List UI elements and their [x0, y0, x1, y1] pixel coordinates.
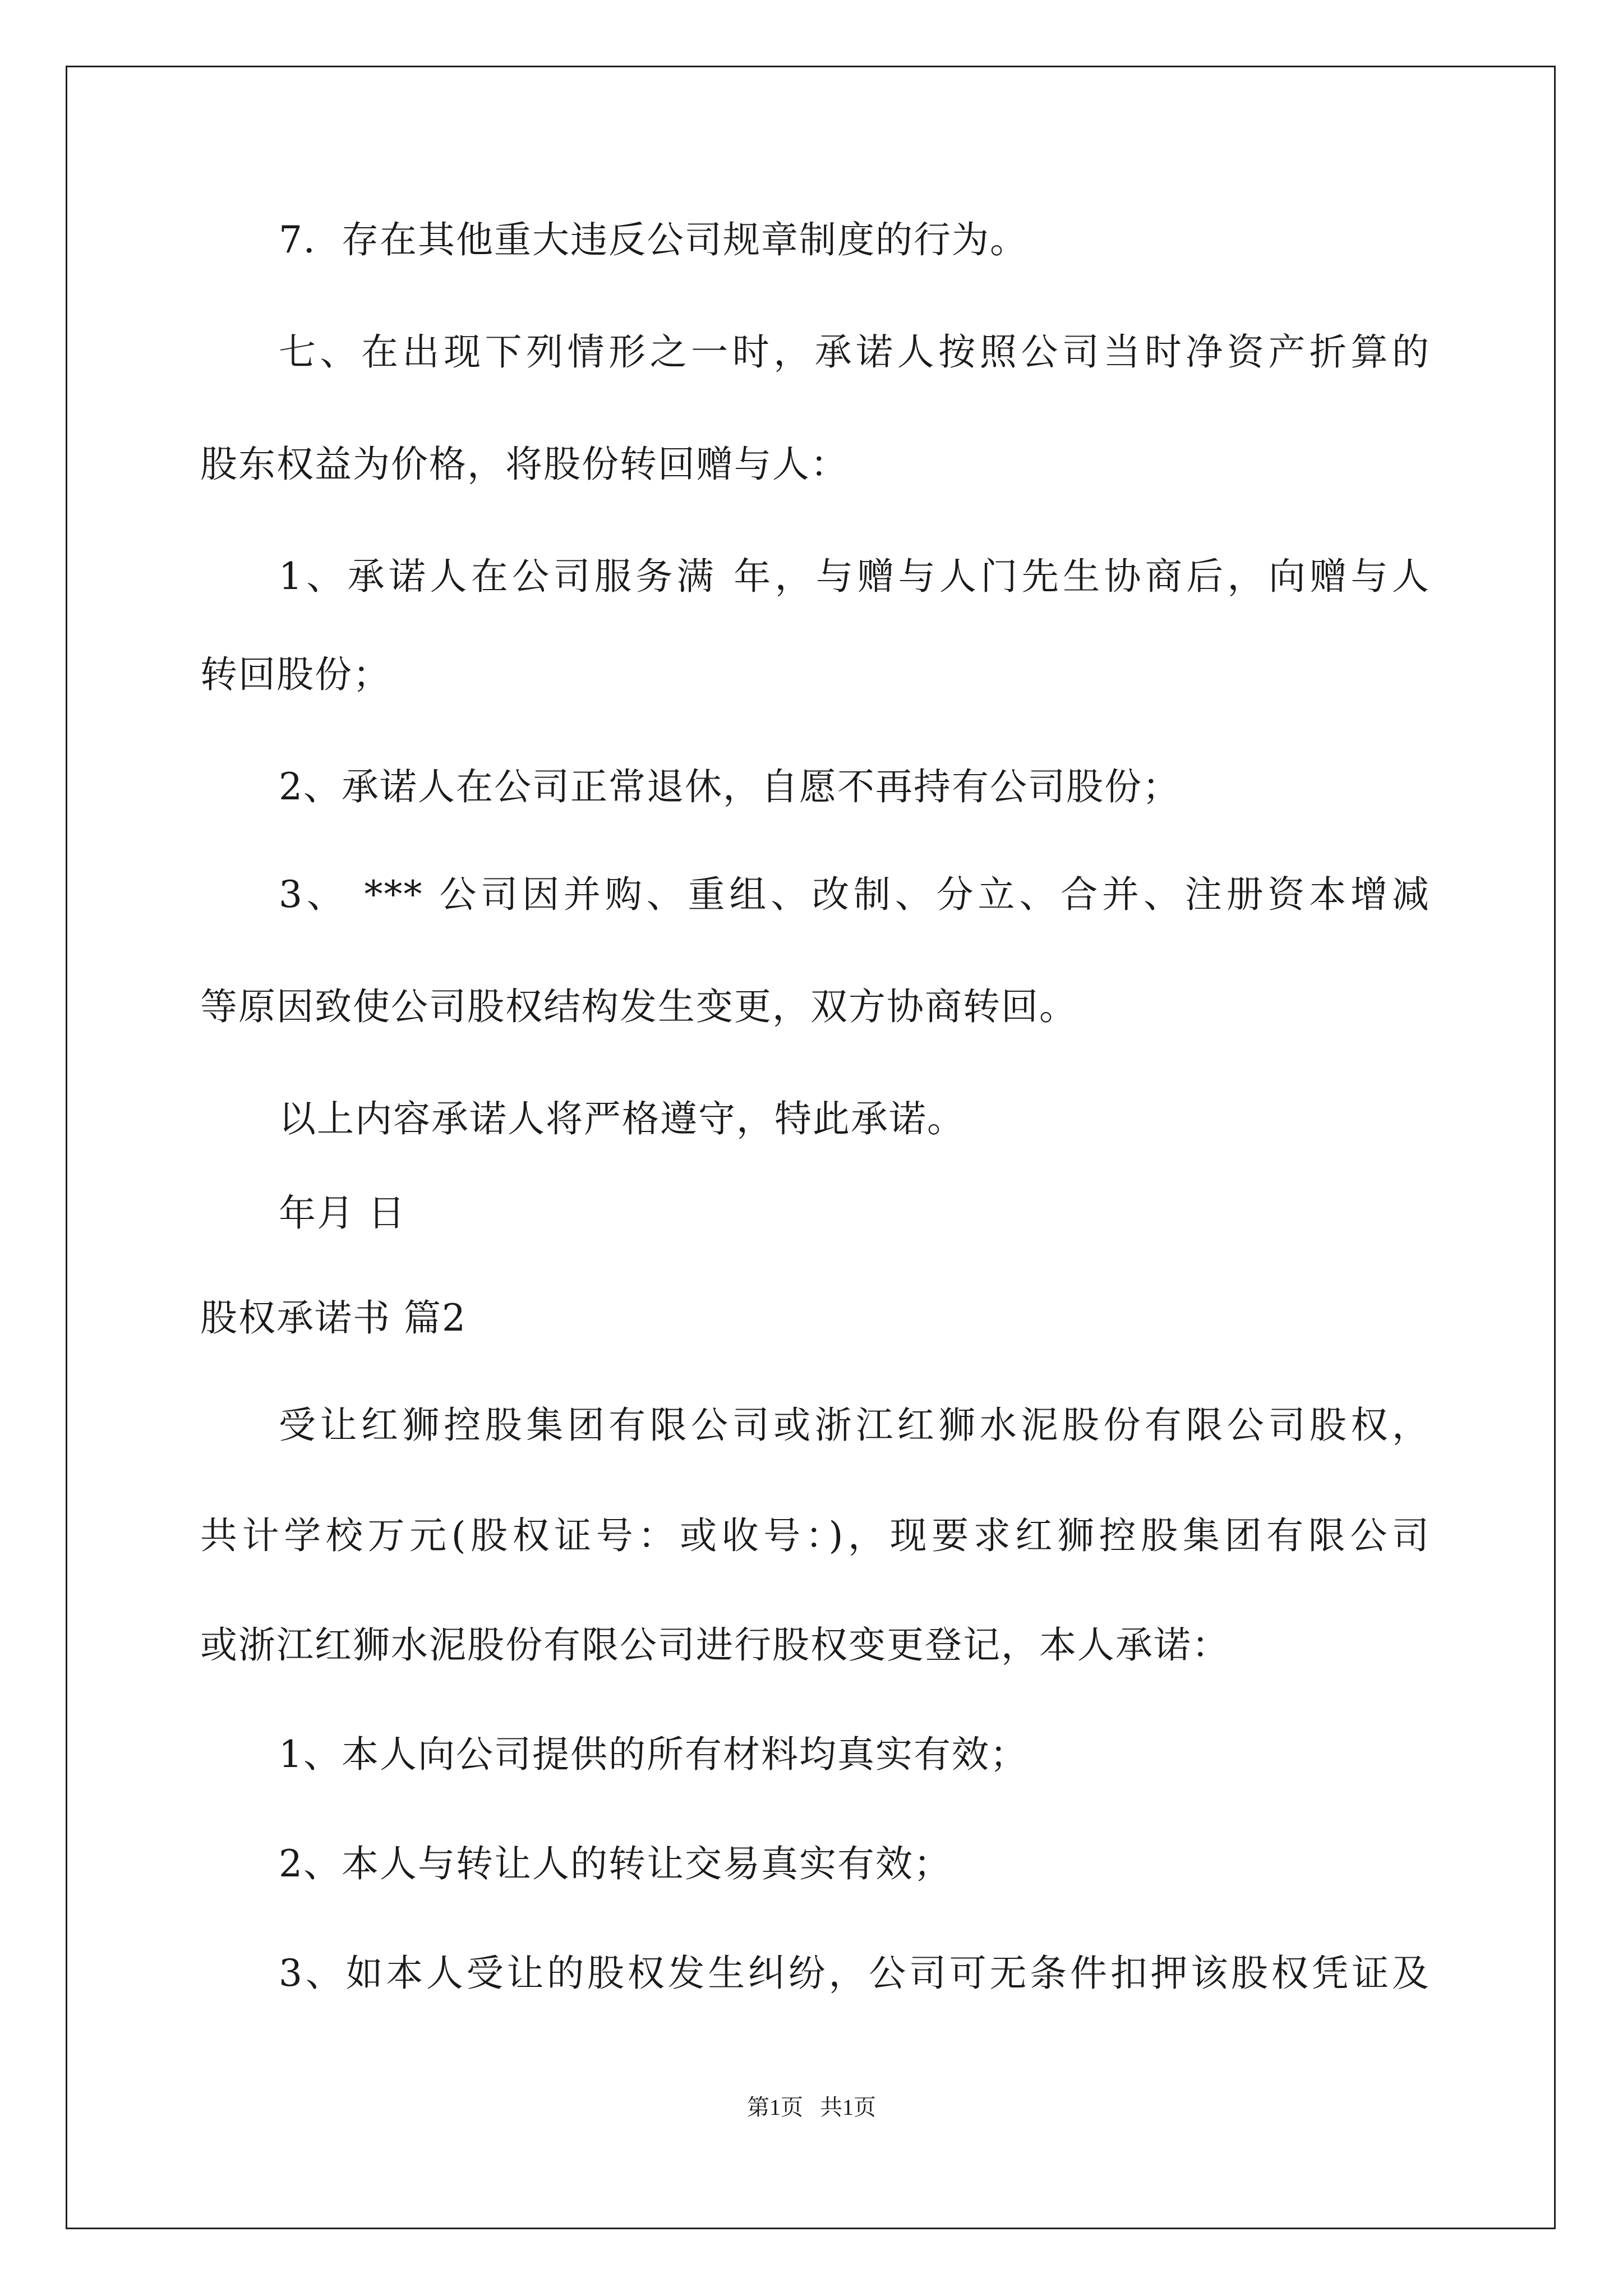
date-line: 年月 日 — [279, 1191, 406, 1235]
item-1-line-2: 转回股份； — [200, 653, 391, 696]
clause-7: 7．存在其他重大违反公司规章制度的行为。 — [279, 218, 1028, 261]
item-3-line-2: 等原因致使公司股权结构发生变更，双方协商转回。 — [200, 985, 1077, 1028]
closing-statement: 以上内容承诺人将严格遵守，特此承诺。 — [279, 1097, 965, 1140]
page-footer: 第1页 共1页 — [747, 2095, 876, 2120]
section-heading: 股权承诺书 篇2 — [200, 1296, 467, 1340]
page-border — [66, 66, 1556, 2229]
item-1-line-1: 1、承诺人在公司服务满 年，与赠与人门先生协商后，向赠与人 — [279, 555, 1430, 598]
para-1-line-1: 受让红狮控股集团有限公司或浙江红狮水泥股份有限公司股权， — [279, 1404, 1430, 1447]
promise-2: 2、本人与转让人的转让交易真实有效； — [279, 1842, 952, 1885]
para-1-line-3: 或浙江红狮水泥股份有限公司进行股权变更登记，本人承诺： — [200, 1623, 1230, 1667]
promise-1: 1、本人向公司提供的所有材料均真实有效； — [279, 1733, 1028, 1776]
para-1-line-2: 共计学校万元(股权证号：或收号：)，现要求红狮控股集团有限公司 — [200, 1514, 1430, 1557]
item-3-line-1: 3、 *** 公司因并购、重组、改制、分立、合并、注册资本增减 — [279, 873, 1430, 916]
section-7-line-2: 股东权益为价格，将股份转回赠与人： — [200, 443, 849, 486]
section-7-line-1: 七、在出现下列情形之一时，承诺人按照公司当时净资产折算的 — [279, 330, 1430, 374]
promise-3: 3、如本人受让的股权发生纠纷，公司可无条件扣押该股权凭证及 — [279, 1952, 1430, 1995]
item-2: 2、承诺人在公司正常退休，自愿不再持有公司股份； — [279, 765, 1181, 808]
